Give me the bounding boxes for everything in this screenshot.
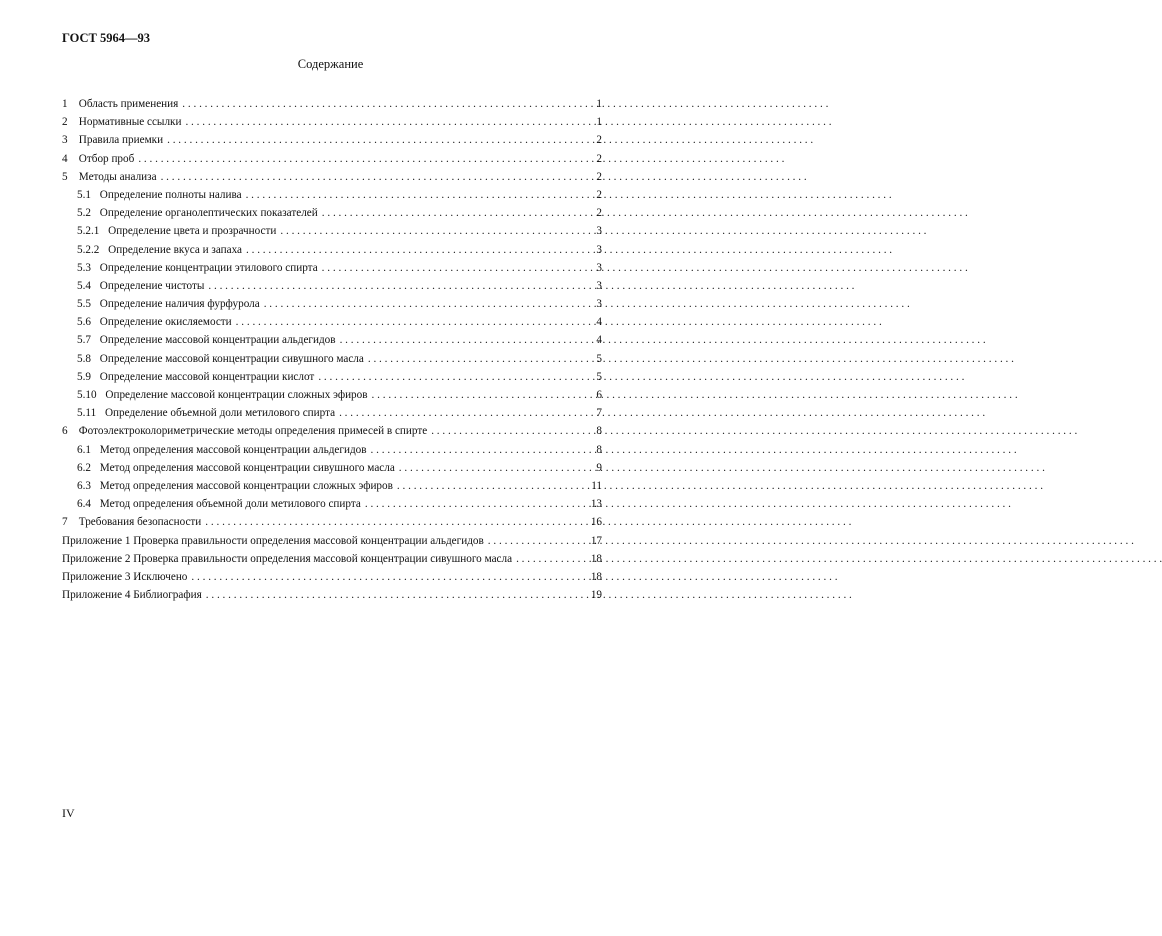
toc-entry[interactable]: [62, 204, 602, 222]
toc-entry-number: 5.2.1: [77, 225, 100, 238]
toc-entry-label: [77, 441, 367, 459]
toc-entry[interactable]: [62, 350, 602, 368]
leader-dots: [236, 313, 580, 331]
toc-entry-page: 9: [596, 461, 602, 474]
toc-entry-number: 5.5: [77, 298, 91, 311]
leader-dots: [372, 386, 580, 404]
toc-entry-number: 5.6: [77, 316, 91, 329]
toc-entry[interactable]: [62, 131, 602, 149]
leader-dots: [206, 586, 580, 604]
toc-entry-label: [62, 168, 157, 186]
leader-dots: [264, 295, 580, 313]
toc-entry[interactable]: [62, 313, 602, 331]
toc-entry-page: 8: [596, 443, 602, 456]
toc-entry[interactable]: [62, 404, 602, 422]
leader-dots: [205, 513, 580, 531]
toc-entry-page: 3: [596, 298, 602, 311]
toc-entry-number: Приложение 3: [62, 570, 131, 583]
toc-entry-label: [77, 350, 364, 368]
leader-dots: [191, 568, 580, 586]
toc-entry-number: 5.4: [77, 279, 91, 292]
toc-entry-page: 18: [590, 570, 602, 583]
toc-entry-label: [77, 331, 336, 349]
leader-dots: [488, 532, 580, 550]
toc-entry-text: Определение полноты налива: [99, 188, 242, 201]
toc-entry-label: [62, 131, 163, 149]
toc-entry-label: [77, 277, 204, 295]
toc-entry-text: Метод определения массовой концентрации сивушного масла: [99, 461, 395, 474]
toc-entry-number: 6: [62, 425, 68, 438]
toc-entry[interactable]: [62, 495, 602, 513]
toc-entry-label: [77, 404, 335, 422]
document-code: ГОСТ 5964—93: [62, 31, 151, 45]
toc-entry-text: Методы анализа: [78, 170, 157, 183]
leader-dots: [167, 131, 580, 149]
toc-entry-page: 2: [596, 152, 602, 165]
toc-entry-text: Правила приемки: [78, 134, 164, 147]
toc-entry[interactable]: [62, 477, 602, 495]
toc-entry-label: [62, 586, 202, 604]
leader-dots: [399, 459, 580, 477]
toc-entry-number: Приложение 1: [62, 534, 131, 547]
toc-entry-text: Требования безопасности: [78, 516, 202, 529]
toc-entry-label: [77, 386, 368, 404]
leader-dots: [365, 495, 580, 513]
toc-entry-page: 13: [590, 498, 602, 511]
toc-entry-page: 18: [590, 552, 602, 565]
toc-entry-page: 11: [591, 479, 602, 492]
toc-entry-number: 5.8: [77, 352, 91, 365]
toc-entry[interactable]: [62, 277, 602, 295]
leader-dots: [322, 204, 580, 222]
toc-entry[interactable]: [62, 550, 602, 568]
toc-entry-number: 6.4: [77, 498, 91, 511]
toc-entry-label: [77, 477, 393, 495]
toc-entry-page: 2: [596, 188, 602, 201]
toc-entry-number: 6.3: [77, 479, 91, 492]
toc-entry-label: [77, 204, 318, 222]
toc-entry-number: 6.2: [77, 461, 91, 474]
toc-entry-page: 2: [596, 207, 602, 220]
toc-entry-page: 8: [596, 425, 602, 438]
toc-entry-text: Определение объемной доли метилового спирта: [104, 407, 336, 420]
toc-entry-page: 3: [596, 225, 602, 238]
toc-entry[interactable]: [62, 441, 602, 459]
toc-entry-label: [62, 422, 427, 440]
toc-entry-number: 6.1: [77, 443, 91, 456]
toc-entry-page: 16: [590, 516, 602, 529]
toc-entry-page: 1: [596, 98, 602, 110]
toc-entry-label: [62, 113, 181, 131]
leader-dots: [339, 404, 580, 422]
toc-entry-label: [77, 186, 242, 204]
leader-dots: [318, 368, 580, 386]
table-of-contents: [62, 95, 602, 604]
toc-entry-label: [77, 295, 260, 313]
toc-entry-number: 5: [62, 170, 68, 183]
toc-entry-text: Проверка правильности определения массовой концентрации альдегидов: [133, 534, 484, 547]
toc-entry[interactable]: [62, 368, 602, 386]
toc-title: Содержание: [297, 57, 364, 71]
toc-entry-page: 3: [596, 261, 602, 274]
toc-entry-label: [77, 313, 232, 331]
toc-entry[interactable]: [62, 513, 602, 531]
toc-entry-label: [62, 513, 201, 531]
toc-entry-label: [77, 495, 361, 513]
toc-entry-page: 6: [596, 389, 602, 401]
toc-entry-label: [77, 222, 276, 240]
toc-entry[interactable]: [62, 241, 602, 259]
toc-entry-text: Определение концентрации этилового спирта: [99, 261, 318, 274]
toc-entry-page: 2: [596, 170, 602, 183]
leader-dots: [340, 331, 580, 349]
leader-dots: [322, 259, 580, 277]
toc-entry-label: [62, 550, 512, 568]
toc-entry-number: 5.3: [77, 261, 91, 274]
toc-entry-label: [62, 95, 178, 113]
toc-entry-text: Метод определения объемной доли метилового спирта: [99, 498, 361, 511]
toc-entry-page: 7: [596, 407, 602, 420]
toc-entry-text: Определение чистоты: [99, 279, 205, 292]
toc-entry-text: Определение органолептических показателей: [99, 207, 318, 220]
toc-entry-text: Определение массовой концентрации сложных эфиров: [105, 389, 368, 401]
toc-entry-text: Фотоэлектроколориметрические методы определения примесей в спирте: [78, 425, 428, 438]
toc-entry-number: Приложение 2: [62, 552, 131, 565]
toc-entry-label: [77, 368, 314, 386]
toc-entry-page: 2: [596, 134, 602, 147]
leader-dots: [371, 441, 580, 459]
toc-entry-text: Определение цвета и прозрачности: [108, 225, 277, 238]
toc-entry-number: 1: [62, 98, 68, 110]
toc-entry-text: Область применения: [78, 98, 179, 110]
toc-entry-number: 5.9: [77, 370, 91, 383]
toc-entry-label: [62, 150, 134, 168]
toc-entry-number: 3: [62, 134, 68, 147]
toc-entry-number: 5.10: [77, 389, 97, 401]
page-number: IV: [62, 806, 75, 820]
leader-dots: [431, 422, 580, 440]
leader-dots: [208, 277, 580, 295]
toc-entry-text: Определение массовой концентрации альдегидов: [99, 334, 336, 347]
toc-entry[interactable]: [62, 586, 602, 604]
toc-entry-number: Приложение 4: [62, 589, 131, 602]
leader-dots: [161, 168, 580, 186]
toc-entry-text: Отбор проб: [78, 152, 135, 165]
toc-entry-number: 5.2: [77, 207, 91, 220]
toc-entry-text: Исключено: [133, 570, 188, 583]
toc-entry-number: 4: [62, 152, 68, 165]
toc-entry[interactable]: [62, 386, 602, 404]
toc-entry-number: 2: [62, 116, 68, 129]
toc-entry-label: [77, 241, 242, 259]
toc-entry[interactable]: [62, 222, 602, 240]
toc-entry-text: Определение вкуса и запаха: [108, 243, 242, 256]
toc-entry[interactable]: [62, 259, 602, 277]
toc-entry-page: 4: [596, 334, 602, 347]
toc-entry-label: [62, 532, 484, 550]
toc-entry-number: 5.2.2: [77, 243, 100, 256]
toc-entry[interactable]: [62, 331, 602, 349]
leader-dots: [138, 150, 580, 168]
toc-entry-text: Определение массовой концентрации сивушного масла: [99, 352, 364, 365]
toc-entry-page: 5: [596, 370, 602, 383]
toc-entry-text: Определение массовой концентрации кислот: [99, 370, 315, 383]
toc-entry-label: [77, 259, 318, 277]
toc-entry[interactable]: [62, 532, 602, 550]
toc-entry-page: 19: [590, 589, 602, 602]
toc-entry-number: 5.7: [77, 334, 91, 347]
toc-entry[interactable]: [62, 459, 602, 477]
leader-dots: [516, 550, 580, 568]
toc-entry-number: 5.11: [77, 407, 97, 420]
toc-entry-page: 17: [590, 534, 602, 547]
toc-entry[interactable]: [62, 186, 602, 204]
leader-dots: [246, 241, 580, 259]
toc-entry-page: 3: [596, 279, 602, 292]
toc-entry-text: Определение окисляемости: [99, 316, 232, 329]
toc-entry[interactable]: [62, 422, 602, 440]
leader-dots: [397, 477, 580, 495]
toc-entry-page: 5: [596, 352, 602, 365]
toc-entry[interactable]: [62, 95, 602, 113]
toc-entry-label: [62, 568, 187, 586]
toc-entry[interactable]: [62, 113, 602, 131]
toc-entry-text: Определение наличия фурфурола: [99, 298, 260, 311]
toc-entry-text: Метод определения массовой концентрации альдегидов: [99, 443, 367, 456]
toc-entry[interactable]: [62, 568, 602, 586]
toc-entry-text: Проверка правильности определения массовой концентрации сивушного масла: [133, 552, 513, 565]
toc-entry-text: Библиография: [133, 589, 202, 602]
toc-entry-label: [77, 459, 395, 477]
toc-entry[interactable]: [62, 150, 602, 168]
leader-dots: [246, 186, 580, 204]
toc-entry[interactable]: [62, 295, 602, 313]
toc-entry-number: 7: [62, 516, 68, 529]
toc-entry-text: Нормативные ссылки: [78, 116, 182, 129]
leader-dots: [368, 350, 580, 368]
toc-entry-page: 3: [596, 243, 602, 256]
leader-dots: [182, 95, 580, 113]
leader-dots: [185, 113, 580, 131]
toc-entry-number: 5.1: [77, 188, 91, 201]
toc-entry[interactable]: [62, 168, 602, 186]
leader-dots: [280, 222, 580, 240]
toc-entry-page: 4: [596, 316, 602, 329]
toc-entry-page: 1: [596, 116, 602, 129]
toc-entry-text: Метод определения массовой концентрации сложных эфиров: [99, 479, 393, 492]
